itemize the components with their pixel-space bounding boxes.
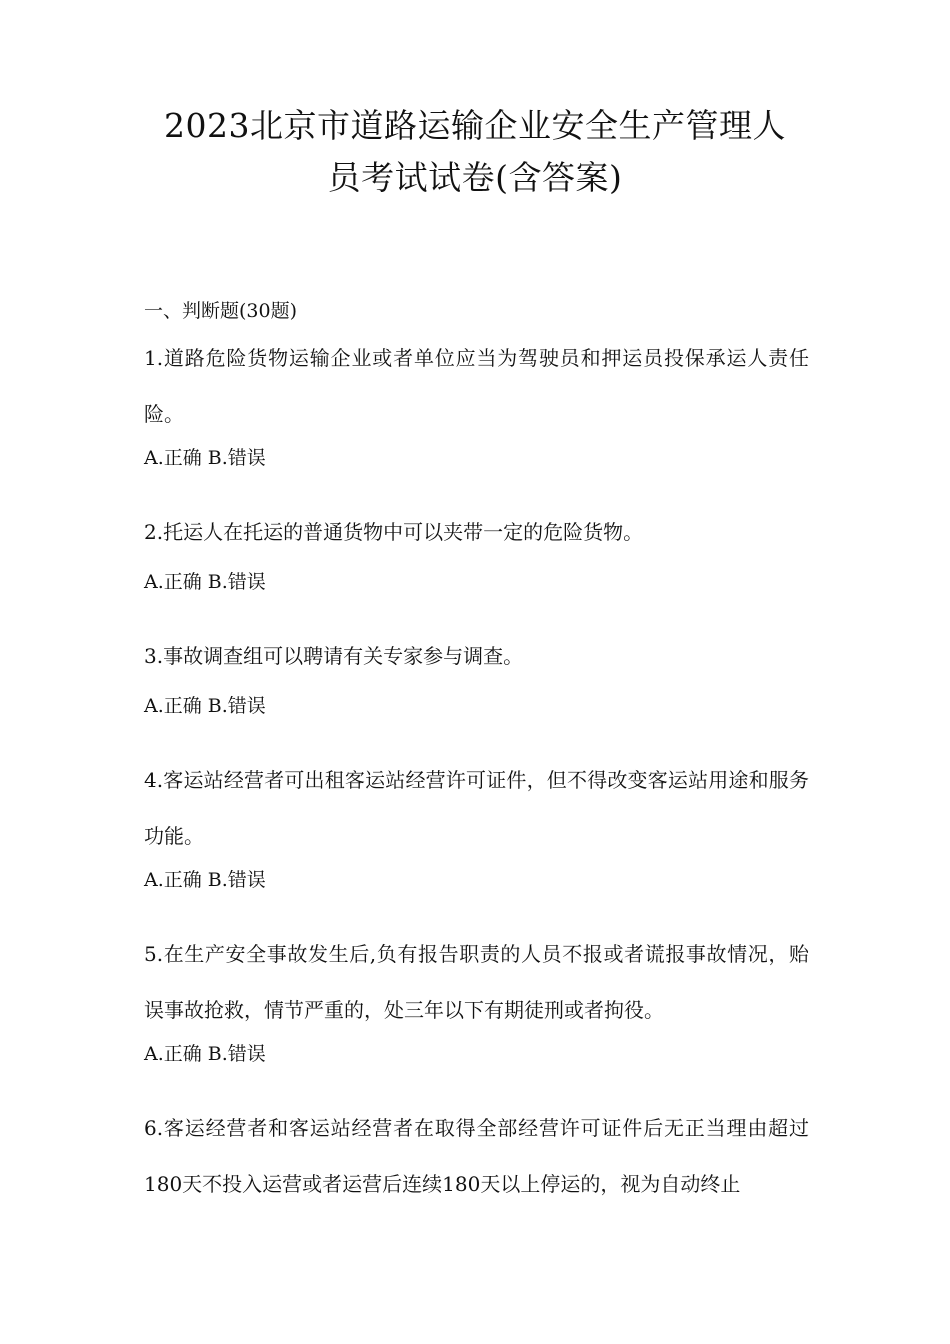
title-line-2: 员考试试卷(含答案) xyxy=(327,158,623,197)
title-line-1: 2023北京市道路运输企业安全生产管理人 xyxy=(164,106,786,145)
question-6-text: 6.客运经营者和客运站经营者在取得全部经营许可证件后无正当理由超过180天不投入运营或者运营后连续180天以上停运的，视为自动终止 xyxy=(144,1116,809,1196)
question-2-text: 2.托运人在托运的普通货物中可以夹带一定的危险货物。 xyxy=(144,520,644,544)
question-2-options: A.正确 B.错误 xyxy=(144,571,266,593)
question-4-options: A.正确 B.错误 xyxy=(144,869,266,891)
question-5-text: 5.在生产安全事故发生后,负有报告职责的人员不报或者谎报事故情况，贻误事故抢救，情节严重的，处三年以下有期徒刑或者拘役。 xyxy=(144,942,809,1022)
question-1-options: A.正确 B.错误 xyxy=(144,447,266,469)
section-heading: 一、判断题(30题) xyxy=(144,300,298,322)
document-title xyxy=(0,100,950,204)
question-5-options: A.正确 B.错误 xyxy=(144,1043,266,1065)
question-1-text: 1.道路危险货物运输企业或者单位应当为驾驶员和押运员投保承运人责任险。 xyxy=(144,346,809,426)
question-3-options: A.正确 B.错误 xyxy=(144,695,266,717)
question-3-text: 3.事故调查组可以聘请有关专家参与调查。 xyxy=(144,644,524,668)
question-4-text: 4.客运站经营者可出租客运站经营许可证件，但不得改变客运站用途和服务功能。 xyxy=(144,768,809,848)
